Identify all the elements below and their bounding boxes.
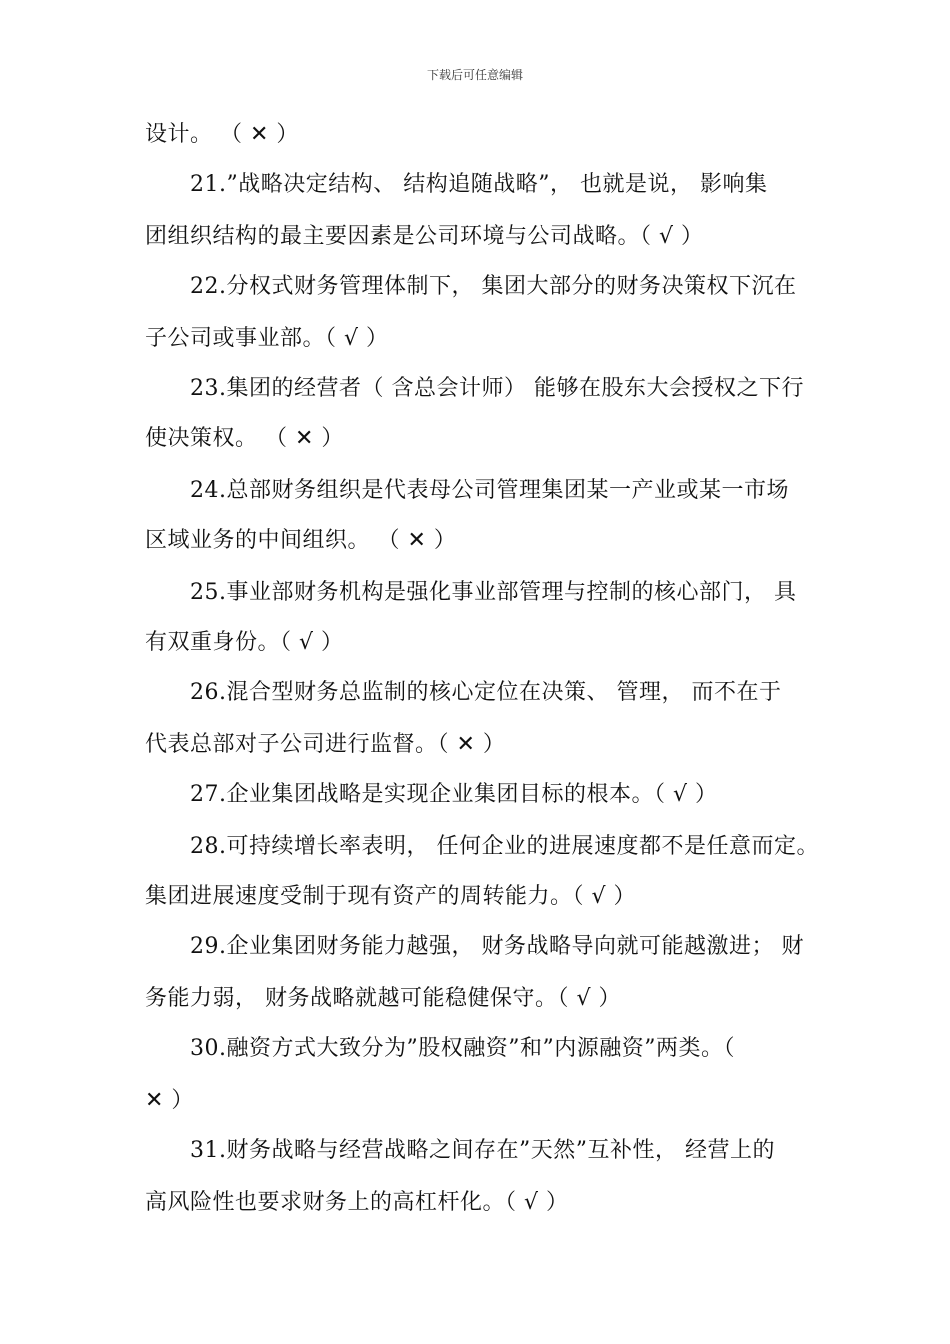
question-29-line-1: 29.企业集团财务能力越强， 财务战略导向就可能越激进； 财 [190,934,804,959]
question-23-line-2: 使决策权。 （ ✕ ） [145,426,344,451]
text-line: 设计。 （ ✕ ） [145,122,299,147]
question-31-line-1: 31.财务战略与经营战略之间存在”天然”互补性， 经营上的 [190,1138,775,1163]
question-21-line-1: 21.”战略决定结构、 结构追随战略”， 也就是说， 影响集 [190,172,768,197]
question-26-line-1: 26.混合型财务总监制的核心定位在决策、 管理， 而不在于 [190,680,782,705]
question-31-line-2: 高风险性也要求财务上的高杠杆化。（ √ ） [145,1190,569,1215]
question-26-line-2: 代表总部对子公司进行监督。（ ✕ ） [145,732,506,757]
question-23-line-1: 23.集团的经营者（ 含总会计师） 能够在股东大会授权之下行 [190,376,804,401]
question-22-line-1: 22.分权式财务管理体制下， 集团大部分的财务决策权下沉在 [190,274,797,299]
question-30-line-2: ✕ ） [145,1088,194,1113]
question-25-line-2: 有双重身份。（ √ ） [145,630,344,655]
question-25-line-1: 25.事业部财务机构是强化事业部管理与控制的核心部门， 具 [190,580,797,605]
question-24-line-1: 24.总部财务组织是代表母公司管理集团某一产业或某一市场 [190,478,789,503]
question-29-line-2: 务能力弱， 财务战略就越可能稳健保守。（ √ ） [145,986,621,1011]
question-30-line-1: 30.融资方式大致分为”股权融资”和”内源融资”两类。（ [190,1036,735,1061]
question-22-line-2: 子公司或事业部。（ √ ） [145,326,389,351]
question-24-line-2: 区域业务的中间组织。 （ ✕ ） [145,528,457,553]
question-28-line-1: 28.可持续增长率表明， 任何企业的进展速度都不是任意而定。 [190,834,819,859]
question-21-line-2: 团组织结构的最主要因素是公司环境与公司战略。（ √ ） [145,224,704,249]
page-header: 下载后可任意编辑 [426,68,523,82]
question-28-line-2: 集团进展速度受制于现有资产的周转能力。（ √ ） [145,884,637,909]
question-27-line-1: 27.企业集团战略是实现企业集团目标的根本。（ √ ） [190,782,718,807]
